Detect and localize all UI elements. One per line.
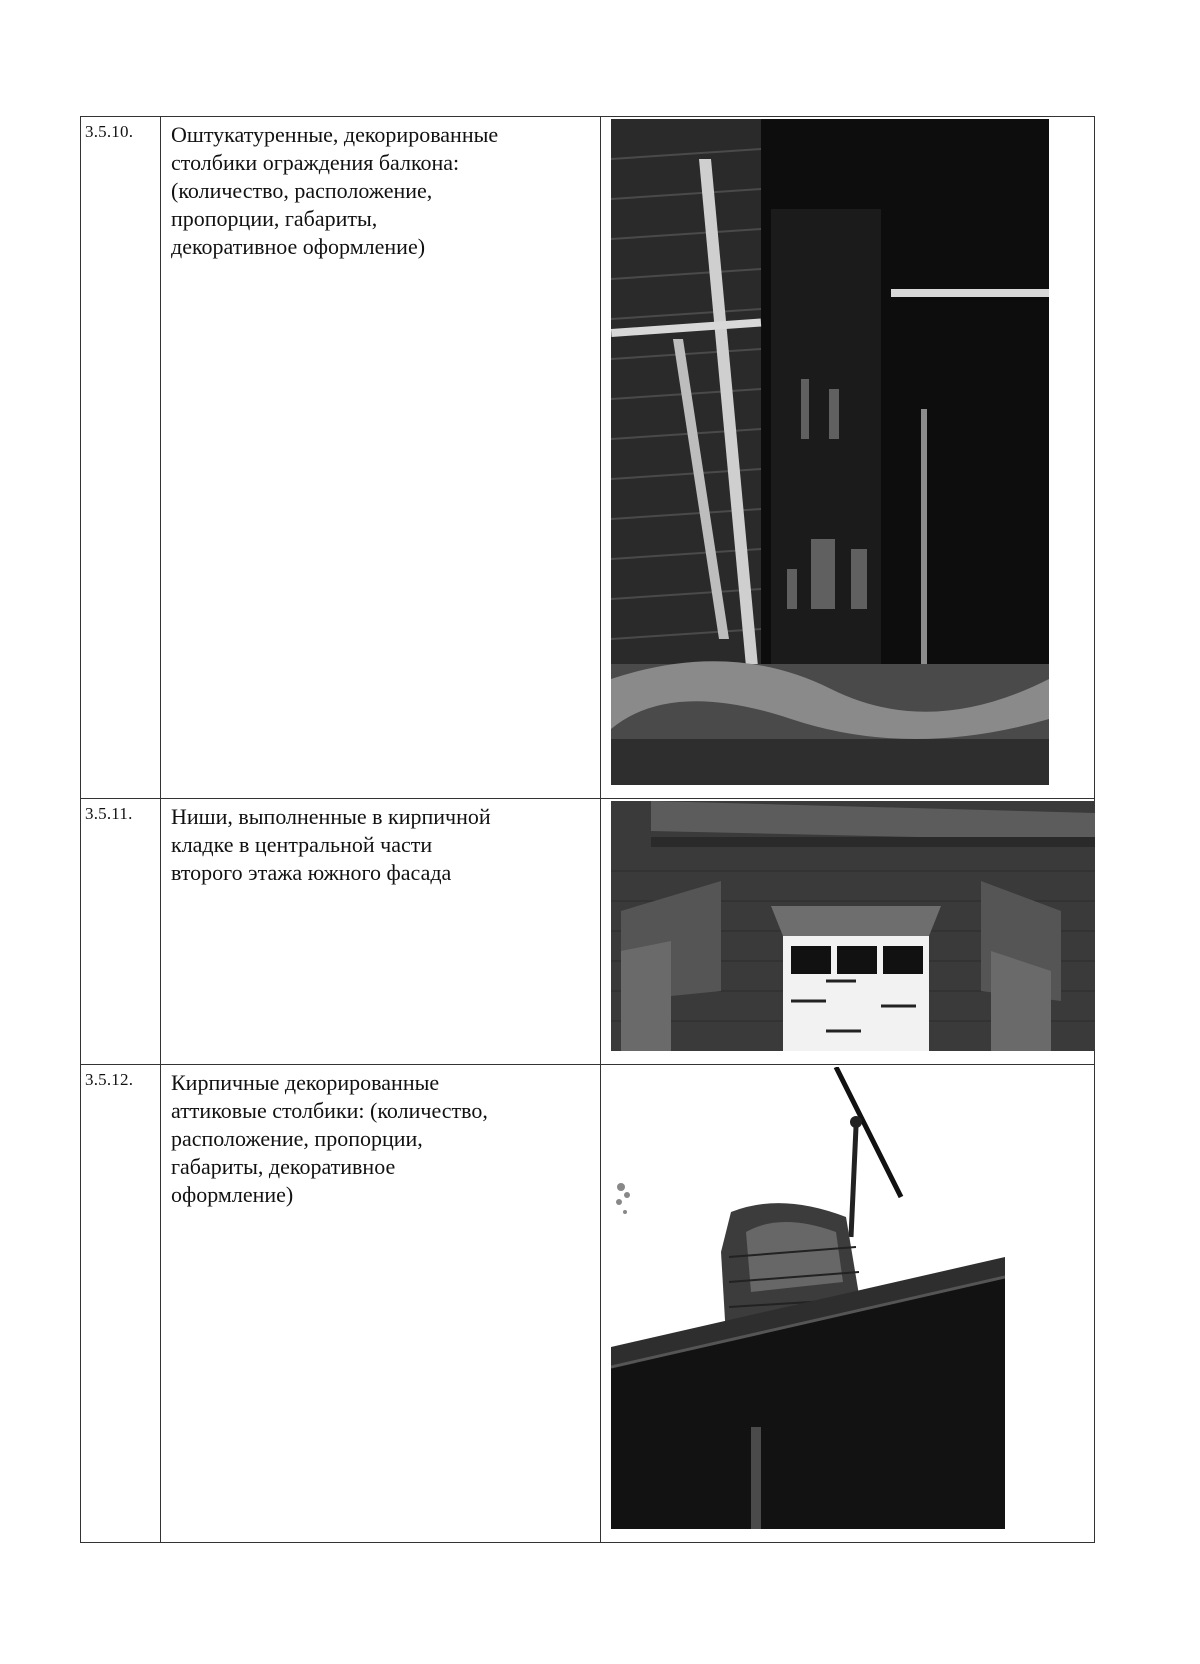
description-line: Оштукатуренные, декорированные (171, 122, 499, 147)
photo-cell (601, 799, 1095, 1065)
description-line: кладке в центральной части (171, 832, 433, 857)
item-number: 3.5.10. (81, 117, 161, 799)
facade-niches-photo (611, 801, 1095, 1051)
description-line: расположение, пропорции, (171, 1126, 423, 1151)
balcony-posts-photo (611, 119, 1049, 785)
photo-cell (601, 1065, 1095, 1543)
table-row (81, 117, 1095, 799)
description-line: пропорции, габариты, (171, 206, 378, 231)
description-line: (количество, расположение, (171, 178, 433, 203)
table-row (81, 1065, 1095, 1543)
description-line: оформление) (171, 1182, 294, 1207)
attic-posts-photo (611, 1067, 1005, 1529)
description-line: второго этажа южного фасада (171, 860, 452, 885)
item-number: 3.5.12. (81, 1065, 161, 1543)
heritage-elements-table (80, 116, 1095, 1543)
description-line: Кирпичные декорированные (171, 1070, 440, 1095)
description-line: столбики ограждения балкона: (171, 150, 460, 175)
item-description (161, 1065, 601, 1543)
item-number: 3.5.11. (81, 799, 161, 1065)
description-line: аттиковые столбики: (количество, (171, 1098, 488, 1123)
description-line: Ниши, выполненные в кирпичной (171, 804, 491, 829)
description-line: декоративное оформление) (171, 234, 426, 259)
description-line: габариты, декоративное (171, 1154, 396, 1179)
photo-cell (601, 117, 1095, 799)
table-row (81, 799, 1095, 1065)
item-description (161, 117, 601, 799)
item-description (161, 799, 601, 1065)
